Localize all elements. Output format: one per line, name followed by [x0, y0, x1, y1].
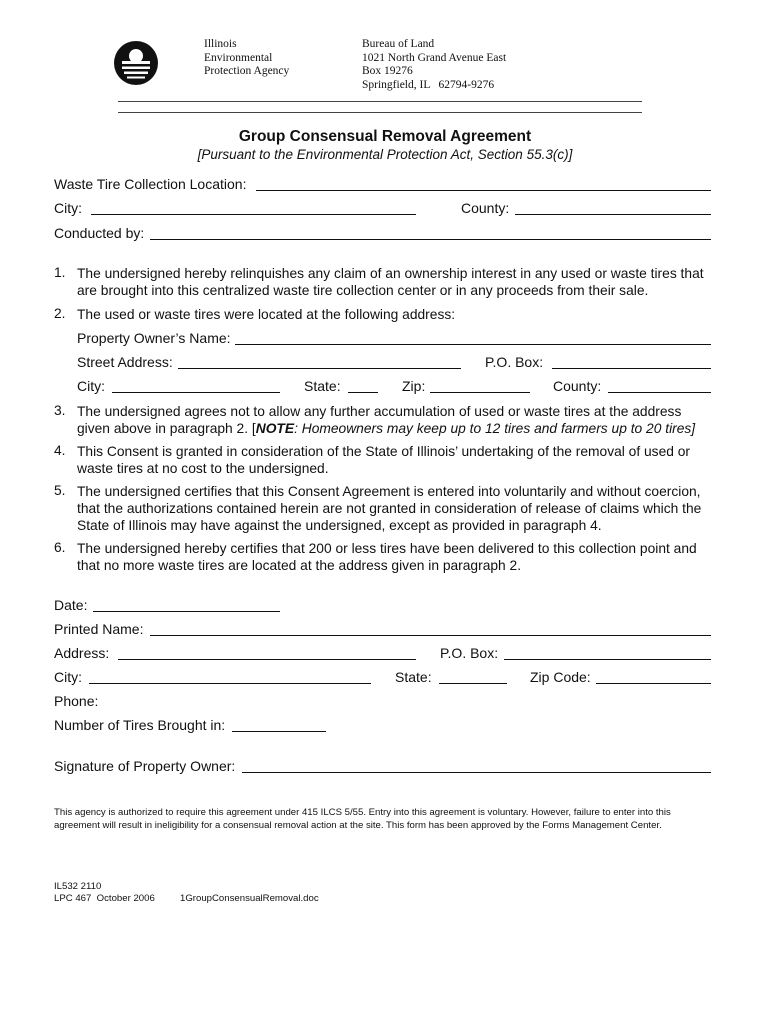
address-label: Address:	[54, 645, 110, 661]
po-box-field[interactable]	[552, 368, 711, 369]
zip-code-field[interactable]	[596, 683, 711, 684]
address-field[interactable]	[118, 659, 416, 660]
agency-logo-icon	[113, 40, 159, 86]
header-divider	[118, 101, 642, 102]
po-box-label: P.O. Box:	[440, 645, 499, 661]
po-box-field[interactable]	[504, 659, 711, 660]
num-tires-field[interactable]	[232, 731, 326, 732]
item-number: 3.	[54, 403, 66, 418]
conducted-by-field[interactable]	[150, 239, 711, 240]
agency-name	[204, 38, 289, 79]
lpc-date: LPC 467 October 2006	[54, 893, 155, 904]
signature-label: Signature of Property Owner:	[54, 758, 236, 774]
agency-name-line: Protection Agency	[204, 65, 290, 77]
item-number: 2.	[54, 306, 66, 321]
zip-field[interactable]	[430, 392, 530, 393]
item-text: This Consent is granted in consideration of the State of Illinois’ undertaking of the removal of used or waste tires at no cost to the undersigned.	[77, 444, 691, 476]
address-line: Bureau of Land	[362, 38, 435, 50]
location-field[interactable]	[256, 190, 711, 191]
note-label: NOTE	[255, 421, 295, 436]
page-title: Group Consensual Removal Agreement	[238, 128, 532, 145]
agency-name-line: Illinois	[204, 38, 237, 50]
item-text: The used or waste tires were located at the following address:	[77, 307, 456, 322]
date-label: Date:	[54, 597, 88, 613]
address-line: Box 19276	[362, 65, 413, 77]
city-label: City:	[54, 669, 82, 685]
signature-field[interactable]	[242, 772, 711, 773]
printed-name-field[interactable]	[150, 635, 711, 636]
doc-filename: 1GroupConsensualRemoval.doc	[180, 893, 319, 904]
county-field[interactable]	[515, 214, 711, 215]
item-text: The undersigned certifies that this Consent Agreement is entered into voluntarily and without coercion, that the authorizations contained herein are not granted in consideration of release of claims which the State of Illinois may have against the undersigned, except as provided in paragraph 4.	[77, 484, 702, 533]
disclaimer-text: This agency is authorized to require this agreement under 415 ILCS 5/55. Entry into this agreement is voluntary. However, failure to enter into this agreement will result in ineligibility for a consensual removal action at the site. This form has been approved by the Forms Management Center.	[54, 807, 671, 831]
phone-label: Phone:	[54, 693, 99, 709]
num-tires-label: Number of Tires Brought in:	[54, 717, 226, 733]
printed-name-label: Printed Name:	[54, 621, 144, 637]
item-number: 4.	[54, 443, 66, 458]
street-address-label: Street Address:	[77, 354, 173, 370]
city-field[interactable]	[89, 683, 371, 684]
form-code: IL532 2110	[54, 881, 102, 892]
state-field[interactable]	[348, 392, 378, 393]
owner-name-field[interactable]	[235, 344, 711, 345]
note-text: : Homeowners may keep up to 12 tires and farmers up to 20 tires]	[294, 421, 696, 436]
city-field[interactable]	[112, 392, 280, 393]
zip-code-label: Zip Code:	[530, 669, 591, 685]
city-field[interactable]	[91, 214, 416, 215]
state-field[interactable]	[439, 683, 507, 684]
agency-name-line: Environmental	[204, 51, 273, 64]
po-box-label: P.O. Box:	[485, 354, 544, 370]
zip-label: Zip:	[402, 378, 426, 394]
county-label: County:	[553, 378, 602, 394]
city-label: City:	[77, 378, 105, 394]
item-text	[77, 403, 717, 437]
item-text-main: The undersigned agrees not to allow any further accumulation of used or waste tires at the address given above in paragraph 2. [	[77, 404, 682, 436]
address-line: 1021 North Grand Avenue East	[362, 51, 507, 64]
agency-address	[362, 38, 506, 92]
city-label: City:	[54, 200, 82, 216]
owner-name-label: Property Owner’s Name:	[77, 330, 231, 346]
state-label: State:	[395, 669, 432, 685]
item-number: 5.	[54, 483, 66, 498]
page-subtitle: [Pursuant to the Environmental Protection Act, Section 55.3(c)]	[197, 147, 573, 162]
county-label: County:	[461, 200, 510, 216]
street-address-field[interactable]	[178, 368, 461, 369]
item-text: The undersigned hereby relinquishes any claim of an ownership interest in any used or waste tires that are brought into this centralized waste tire collection center or in any proceeds from their sale.	[77, 266, 704, 298]
item-text: The undersigned hereby certifies that 200 or less tires have been delivered to this collection point and that no more waste tires are located at the address given in paragraph 2.	[77, 541, 697, 573]
county-field[interactable]	[608, 392, 711, 393]
date-field[interactable]	[93, 611, 280, 612]
item-number: 1.	[54, 265, 66, 280]
conducted-by-label: Conducted by:	[54, 225, 145, 241]
location-label: Waste Tire Collection Location:	[54, 176, 247, 192]
header-divider	[118, 112, 642, 113]
item-number: 6.	[54, 540, 66, 555]
address-line: Springfield, IL 62794-9276	[362, 78, 495, 91]
state-label: State:	[304, 378, 341, 394]
